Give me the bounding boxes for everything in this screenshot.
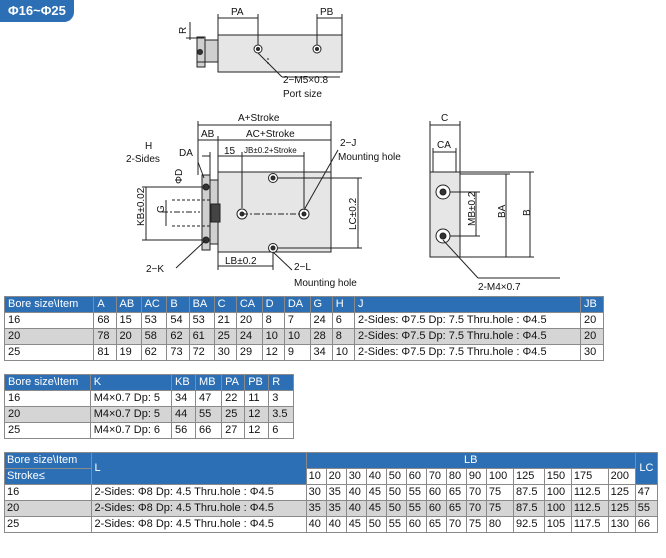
table-cell: 56: [172, 423, 196, 439]
table-header-cell: AC: [141, 297, 167, 313]
table-cell: 2-Sides: Φ8 Dp: 4.5 Thru.hole : Φ4.5: [92, 485, 306, 501]
front-view: [142, 121, 362, 270]
table-header-cell: CA: [236, 297, 262, 313]
table-cell: 55: [386, 517, 406, 533]
table-cell: 125: [608, 485, 635, 501]
table-cell: 75: [466, 517, 486, 533]
table-cell: 54: [167, 313, 189, 329]
table-cell: 65: [446, 501, 466, 517]
label-two-j: 2−J: [340, 138, 357, 149]
label-kb: KB±0.02: [136, 187, 147, 226]
table-header-cell: 10: [306, 469, 326, 485]
table-cell: 66: [635, 517, 657, 533]
table-row: [5, 517, 658, 533]
table-cell: 11: [245, 391, 269, 407]
table-cell: 81: [94, 345, 116, 361]
table-cell: 55: [406, 485, 426, 501]
table-header-cell: LB: [306, 453, 635, 469]
label-port-thread: 2−M5×0.8: [283, 75, 329, 86]
table-cell: 65: [446, 485, 466, 501]
table-cell: 25: [214, 329, 236, 345]
table-cell: M4×0.7 Dp: 5: [90, 407, 171, 423]
table-cell: 21: [214, 313, 236, 329]
table-header-cell: MB: [196, 375, 222, 391]
table-cell: 24: [236, 329, 262, 345]
table-cell: 50: [366, 517, 386, 533]
table-cell: 72: [189, 345, 214, 361]
label-two-m4: 2-M4×0.7: [478, 282, 521, 292]
label-a-stroke: A+Stroke: [238, 113, 280, 124]
table-row: [5, 501, 658, 517]
dimension-table-2: [4, 374, 294, 439]
table-cell: 117.5: [571, 517, 608, 533]
table-cell: 70: [446, 517, 466, 533]
label-h: H: [145, 141, 153, 152]
label-lc: LC±0.2: [348, 197, 359, 230]
table-cell: 45: [366, 501, 386, 517]
table-header-row: [5, 297, 604, 313]
table-row: [5, 313, 604, 329]
table-cell: 27: [222, 423, 245, 439]
table-cell: 55: [196, 407, 222, 423]
label-two-k: 2−K: [146, 264, 165, 275]
table-cell: M4×0.7 Dp: 6: [90, 423, 171, 439]
table-cell: 24: [310, 313, 332, 329]
table-cell: 100: [544, 485, 571, 501]
table-cell: 125: [608, 501, 635, 517]
label-pb: PB: [320, 7, 334, 18]
table-cell: 60: [426, 501, 446, 517]
table-cell: 61: [189, 329, 214, 345]
table-cell: 45: [346, 517, 366, 533]
table-header-row: [5, 375, 294, 391]
table-cell: 40: [326, 517, 346, 533]
table-header-cell: 40: [366, 469, 386, 485]
table-cell: 20: [5, 501, 92, 517]
table-header-cell: 175: [571, 469, 608, 485]
table-cell: 16: [5, 485, 92, 501]
table-cell: 78: [94, 329, 116, 345]
table-header-cell: J: [355, 297, 581, 313]
table-cell: 22: [222, 391, 245, 407]
table-cell: 10: [332, 345, 354, 361]
table-header-cell: 50: [386, 469, 406, 485]
table-cell: M4×0.7 Dp: 5: [90, 391, 171, 407]
table-cell: 30: [214, 345, 236, 361]
table-header-cell: 125: [514, 469, 545, 485]
table-row: [5, 345, 604, 361]
table-cell: 65: [426, 517, 446, 533]
table-cell: 112.5: [571, 501, 608, 517]
table-cell: 8: [332, 329, 354, 345]
label-fifteen: 15: [224, 146, 236, 157]
table-cell: 62: [141, 345, 167, 361]
table-cell: 20: [580, 329, 603, 345]
table-header-cell: 100: [486, 469, 513, 485]
table-cell: 20: [116, 329, 141, 345]
table-cell: 2-Sides: Φ7.5 Dp: 7.5 Thru.hole : Φ4.5: [355, 329, 581, 345]
table-cell: 20: [580, 313, 603, 329]
label-ac-stroke: AC+Stroke: [246, 129, 295, 140]
table-cell: 6: [269, 423, 294, 439]
label-phi-d: ΦD: [174, 168, 185, 184]
table-cell: 55: [635, 501, 657, 517]
table-cell: 50: [386, 485, 406, 501]
table-cell: 87.5: [514, 485, 545, 501]
table-cell: 20: [5, 329, 94, 345]
table-header-cell: 30: [346, 469, 366, 485]
table-cell: 80: [486, 517, 513, 533]
table-cell: 47: [196, 391, 222, 407]
table-cell: 87.5: [514, 501, 545, 517]
table-cell: 35: [306, 501, 326, 517]
table-header-cell: 200: [608, 469, 635, 485]
top-view: [186, 14, 342, 77]
table-cell: 75: [486, 485, 513, 501]
table-header-cell: Stroke≤: [5, 469, 92, 485]
table-cell: 66: [196, 423, 222, 439]
table-header-cell: DA: [284, 297, 310, 313]
table-cell: 12: [245, 407, 269, 423]
table-header-cell: D: [262, 297, 284, 313]
table-cell: 68: [94, 313, 116, 329]
table-header-cell: Bore size\Item: [5, 297, 94, 313]
table-cell: 47: [635, 485, 657, 501]
table-header-cell: LC: [635, 453, 657, 485]
table-cell: 2-Sides: Φ8 Dp: 4.5 Thru.hole : Φ4.5: [92, 501, 306, 517]
table-cell: 8: [262, 313, 284, 329]
table-cell: 60: [406, 517, 426, 533]
table-cell: 20: [236, 313, 262, 329]
bore-range-badge: Φ16~Φ25: [0, 0, 74, 22]
table-cell: 92.5: [514, 517, 545, 533]
label-two-sides: 2-Sides: [126, 154, 160, 165]
table-header-cell: 150: [544, 469, 571, 485]
dimension-table-1: [4, 296, 604, 361]
dimension-table-3: [4, 452, 658, 533]
table-header-cell: Bore size\Item: [5, 453, 92, 469]
table-cell: 40: [346, 501, 366, 517]
table-cell: 53: [189, 313, 214, 329]
table-cell: 70: [466, 501, 486, 517]
table-header-row: [5, 453, 658, 469]
table-header-cell: KB: [172, 375, 196, 391]
table-cell: 55: [406, 501, 426, 517]
table-cell: 35: [326, 485, 346, 501]
table-cell: 50: [386, 501, 406, 517]
table-cell: 62: [167, 329, 189, 345]
label-pa: PA: [231, 7, 244, 18]
table-cell: 45: [366, 485, 386, 501]
table-row: [5, 391, 294, 407]
table-header-cell: 60: [406, 469, 426, 485]
table-cell: 16: [5, 391, 91, 407]
table-cell: 30: [306, 485, 326, 501]
table-header-cell: AB: [116, 297, 141, 313]
table-cell: 70: [466, 485, 486, 501]
table-cell: 130: [608, 517, 635, 533]
table-cell: 12: [245, 423, 269, 439]
label-jb-stroke: JB±0.2+Stroke: [244, 146, 297, 155]
label-c: C: [441, 113, 449, 124]
label-b: B: [522, 209, 533, 216]
label-lb: LB±0.2: [225, 256, 257, 267]
table-cell: 7: [284, 313, 310, 329]
label-mounting-hole: Mounting hole: [338, 152, 401, 163]
table-header-cell: K: [90, 375, 171, 391]
table-cell: 9: [284, 345, 310, 361]
table-header-cell: A: [94, 297, 116, 313]
table-header-cell: 90: [466, 469, 486, 485]
table-cell: 30: [580, 345, 603, 361]
table-cell: 15: [116, 313, 141, 329]
table-cell: 12: [262, 345, 284, 361]
table-cell: 25: [5, 517, 92, 533]
table-header-cell: H: [332, 297, 354, 313]
table-header-cell: G: [310, 297, 332, 313]
table-row: [5, 485, 658, 501]
label-mb: MB±0.2: [467, 191, 478, 226]
table-cell: 3.5: [269, 407, 294, 423]
table-cell: 10: [262, 329, 284, 345]
table-row: [5, 329, 604, 345]
table-cell: 25: [222, 407, 245, 423]
label-g: G: [156, 205, 167, 213]
table-header-cell: PB: [245, 375, 269, 391]
label-da: DA: [179, 148, 193, 159]
table-header-cell: R: [269, 375, 294, 391]
table-cell: 2-Sides: Φ7.5 Dp: 7.5 Thru.hole : Φ4.5: [355, 345, 581, 361]
label-port-size: Port size: [283, 89, 322, 100]
table-cell: 35: [326, 501, 346, 517]
table-cell: 58: [141, 329, 167, 345]
table-cell: 28: [310, 329, 332, 345]
table-cell: 44: [172, 407, 196, 423]
table-cell: 6: [332, 313, 354, 329]
label-mounting-hole-2: Mounting hole: [294, 278, 357, 289]
table-cell: 2-Sides: Φ7.5 Dp: 7.5 Thru.hole : Φ4.5: [355, 313, 581, 329]
table-cell: 60: [426, 485, 446, 501]
table-cell: 34: [310, 345, 332, 361]
table-cell: 10: [284, 329, 310, 345]
label-ca: CA: [437, 140, 451, 151]
table-header-cell: 70: [426, 469, 446, 485]
table-cell: 2-Sides: Φ8 Dp: 4.5 Thru.hole : Φ4.5: [92, 517, 306, 533]
table-header-cell: 80: [446, 469, 466, 485]
table-cell: 100: [544, 501, 571, 517]
table-cell: 16: [5, 313, 94, 329]
table-cell: 3: [269, 391, 294, 407]
table-cell: 105: [544, 517, 571, 533]
table-cell: 112.5: [571, 485, 608, 501]
table-header-cell: B: [167, 297, 189, 313]
table-cell: 40: [346, 485, 366, 501]
table-cell: 73: [167, 345, 189, 361]
table-row: [5, 407, 294, 423]
table-row: [5, 423, 294, 439]
table-header-cell: L: [92, 453, 306, 485]
table-header-cell: C: [214, 297, 236, 313]
table-cell: 25: [5, 423, 91, 439]
label-two-l: 2−L: [294, 262, 311, 273]
table-header-cell: BA: [189, 297, 214, 313]
label-ba: BA: [497, 204, 508, 218]
table-cell: 40: [306, 517, 326, 533]
table-cell: 20: [5, 407, 91, 423]
table-cell: 29: [236, 345, 262, 361]
table-cell: 53: [141, 313, 167, 329]
label-ab: AB: [201, 129, 215, 140]
table-header-cell: 20: [326, 469, 346, 485]
table-cell: 19: [116, 345, 141, 361]
table-header-cell: PA: [222, 375, 245, 391]
table-cell: 25: [5, 345, 94, 361]
table-header-cell: Bore size\Item: [5, 375, 91, 391]
label-r: R: [178, 26, 189, 34]
table-header-cell: JB: [580, 297, 603, 313]
table-cell: 75: [486, 501, 513, 517]
table-cell: 34: [172, 391, 196, 407]
